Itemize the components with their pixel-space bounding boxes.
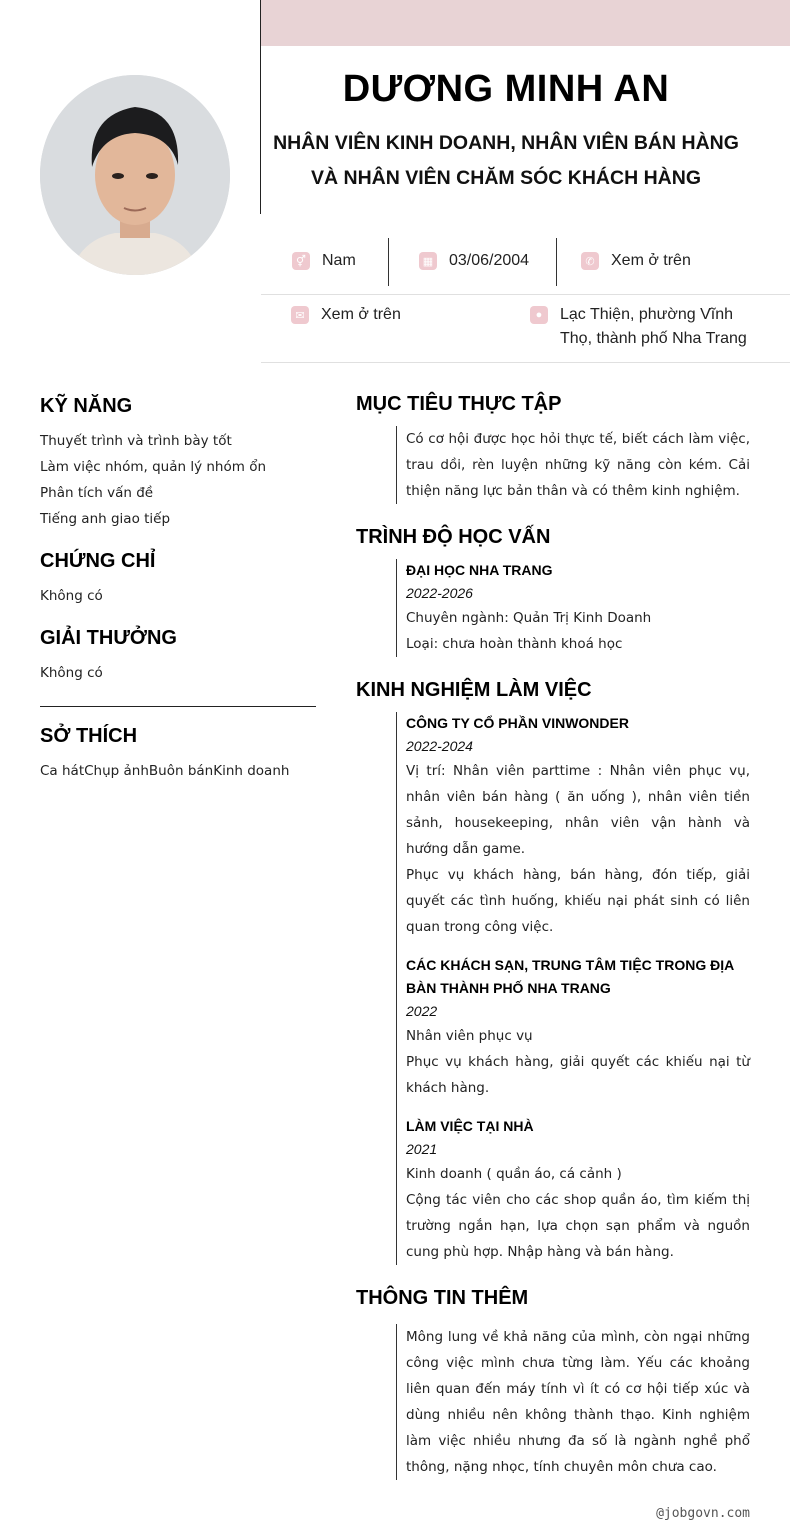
additional-info-heading: THÔNG TIN THÊM [356,1287,529,1309]
phone-item [581,252,691,270]
experience-description: Cộng tác viên cho các shop quần áo, tìm kiếm thị trường ngắn hạn, lựa chọn sạn phẩm và nguồn cung phù hợp. Nhập hàng và bán hàng. [406,1192,750,1260]
job-title-line1: NHÂN VIÊN KINH DOANH, NHÂN VIÊN BÁN HÀNG [273,132,739,154]
skill-item: Thuyết trình và trình bày tốt [40,433,232,449]
job-title-line2: VÀ NHÂN VIÊN CHĂM SÓC KHÁCH HÀNG [310,167,701,189]
birthday-item [419,252,529,270]
right-column [356,393,750,1480]
hobbies-text: Ca hátChụp ảnhBuôn bánKinh doanh [40,763,290,779]
education-rank: Loại: chưa hoàn thành khoá học [406,636,623,652]
additional-info-body [396,1324,750,1480]
experience-body [396,712,750,1265]
awards-text: Không có [40,665,103,681]
address-value: Lạc Thiện, phường Vĩnh Thọ, thành phố Nha Trang [560,306,747,347]
experience-role: Nhân viên phục vụ [406,1028,533,1044]
experience-entry [406,712,750,940]
education-period: 2022-2026 [406,585,473,601]
certificates-heading: CHỨNG CHỈ [40,550,156,572]
gender-icon: ⚥ [292,252,310,270]
education-body [396,559,750,657]
info-separator [388,238,389,286]
experience-period: 2022 [406,1003,438,1019]
experience-description: Phục vụ khách hàng, bán hàng, đón tiếp, giải quyết các tình huống, khiếu nại phát sinh có liên quan trong công việc. [406,867,750,935]
skill-item: Tiếng anh giao tiếp [40,511,171,527]
objective-body [396,426,750,504]
company-name: CÁC KHÁCH SẠN, TRUNG TÂM TIỆC TRONG ĐỊA BÀN THÀNH PHỐ NHA TRANG [406,957,734,996]
objective-heading: MỤC TIÊU THỰC TẬP [356,393,562,415]
info-divider [261,294,790,295]
objective-text: Có cơ hội được học hỏi thực tế, biết cách làm việc, trau dồi, rèn luyện những kỹ năng còn kém. Cải thiện năng lực bản thân và có thêm kinh nghiệm. [406,431,750,499]
additional-info-text: Mông lung về khả năng của mình, còn ngại những công việc mình chưa từng làm. Yếu các khoảng liên quan đến máy tính vì ít có cơ hội tiếp xúc và dùng nhiều nên không thành thạo. Kinh nghiệm làm việc nhiều nhưng đa số là ngành nghề phổ thông, nặng nhọc, tính chuyên môn chưa cao. [406,1329,750,1475]
skill-item: Làm việc nhóm, quản lý nhóm ổn [40,459,267,475]
company-name: LÀM VIỆC TẠI NHÀ [406,1118,534,1134]
personal-info-row [261,238,790,286]
awards-heading: GIẢI THƯỞNG [40,627,177,649]
experience-entry [406,954,750,1101]
watermark: @jobgovn.com [656,1506,750,1521]
left-divider [40,706,316,707]
gender-item [292,252,356,270]
header-band [261,0,790,46]
calendar-icon: ▦ [419,252,437,270]
job-title [261,126,751,196]
skill-item: Phân tích vấn đề [40,485,154,501]
education-heading: TRÌNH ĐỘ HỌC VẤN [356,526,551,548]
location-pin-icon: ● [530,306,548,324]
experience-role: Kinh doanh ( quần áo, cá cảnh ) [406,1166,622,1182]
phone-value: Xem ở trên [611,252,691,269]
skills-list [40,428,316,532]
phone-icon: ✆ [581,252,599,270]
experience-period: 2021 [406,1141,438,1157]
info-divider-bottom [261,362,790,363]
experience-entry [406,1115,750,1265]
school-name: ĐẠI HỌC NHA TRANG [406,562,553,578]
hobbies-heading: SỞ THÍCH [40,725,138,747]
certificates-text: Không có [40,588,103,604]
info-separator [556,238,557,286]
mail-icon: ✉ [291,306,309,324]
left-column [40,395,316,784]
experience-description: Phục vụ khách hàng, giải quyết các khiếu nại từ khách hàng. [406,1054,750,1096]
experience-role: Vị trí: Nhân viên parttime : Nhân viên phục vụ, nhân viên bán hàng ( ăn uống ), nhân viên tiền sảnh, housekeeping, nhân viên vận hành và hướng dẫn game. [406,763,750,857]
avatar [40,75,230,275]
address-item [530,303,760,351]
gender-value: Nam [322,252,356,269]
avatar-photo [40,75,230,275]
email-item [291,306,401,324]
experience-period: 2022-2024 [406,738,473,754]
experience-heading: KINH NGHIỆM LÀM VIỆC [356,679,592,701]
email-value: Xem ở trên [321,306,401,323]
skills-heading: KỸ NĂNG [40,395,133,417]
education-major: Chuyên ngành: Quản Trị Kinh Doanh [406,610,652,626]
company-name: CÔNG TY CỔ PHẦN VINWONDER [406,715,629,731]
birthday-value: 03/06/2004 [449,252,530,269]
candidate-name: DƯƠNG MINH AN [342,68,670,110]
